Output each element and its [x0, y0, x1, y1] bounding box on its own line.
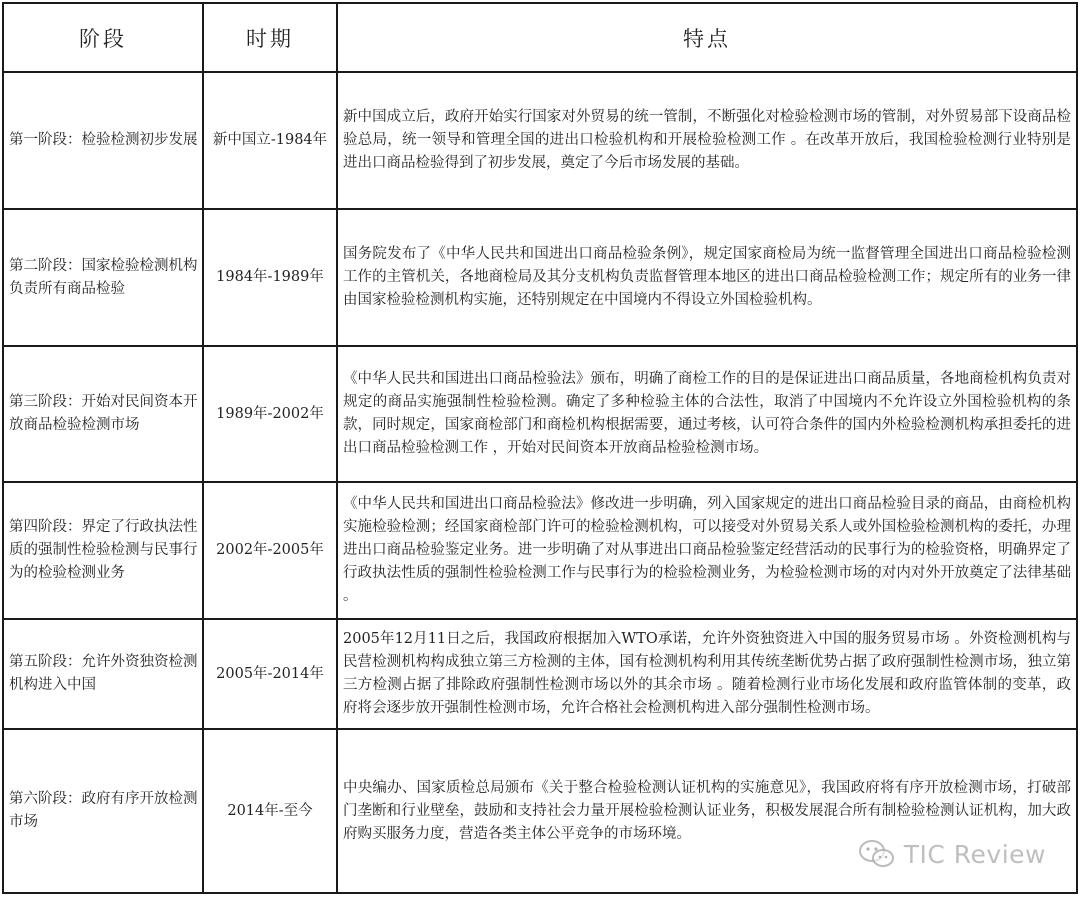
period-cell: 新中国立-1984年 — [203, 72, 337, 209]
watermark-text: TIC Review — [903, 839, 1046, 869]
table-row — [3, 619, 1077, 729]
stage-cell: 第六阶段：政府有序开放检测市场 — [3, 729, 203, 893]
stage-cell: 第五阶段：允许外资独资检测机构进入中国 — [3, 619, 203, 729]
period-cell: 2005年-2014年 — [203, 619, 337, 729]
watermark — [858, 839, 1046, 869]
stage-table — [2, 2, 1078, 894]
header-row — [3, 3, 1077, 72]
desc-cell: 新中国成立后，政府开始实行国家对外贸易的统一管制，不断强化对检验检测市场的管制，对外贸易部下设商品检验总局，统一领导和管理全国的进出口检验机构和开展检验检测工作 。在改革开放后，我国检验检测行业特别是进出口商品检验得到了初步发展，奠定了今后市场发展的基础。 — [337, 72, 1077, 209]
table-container — [2, 2, 1076, 894]
desc-cell: 中央编办、国家质检总局颁布《关于整合检验检测认证机构的实施意见》，我国政府将有序开放检测市场，打破部门垄断和行业壁垒，鼓励和支持社会力量开展检验检测认证业务，积极发展混合所有制检验检测认证机构，加大政府购买服务力度，营造各类主体公平竞争的市场环境。 — [337, 729, 1077, 893]
table-row — [3, 72, 1077, 209]
stage-cell: 第四阶段：界定了行政执法性质的强制性检验检测与民事行为的检验检测业务 — [3, 482, 203, 619]
header-period: 时期 — [203, 3, 337, 72]
desc-cell: 《中华人民共和国进出口商品检验法》修改进一步明确，列入国家规定的进出口商品检验目录的商品，由商检机构实施检验检测；经国家商检部门许可的检验检测机构，可以接受对外贸易关系人或外国检验检测机构的委托，办理进出口商品检验鉴定业务。进一步明确了对从事进出口商品检验鉴定经营活动的民事行为的检验资格，明确界定了行政执法性质的强制性检验检测工作与民事行为的检验检测业务，为检验检测市场的对内对外开放奠定了法律基础 。 — [337, 482, 1077, 619]
table-row — [3, 482, 1077, 619]
stage-cell: 第二阶段：国家检验检测机构负责所有商品检验 — [3, 209, 203, 346]
period-cell: 2002年-2005年 — [203, 482, 337, 619]
period-cell: 1984年-1989年 — [203, 209, 337, 346]
stage-cell: 第一阶段：检验检测初步发展 — [3, 72, 203, 209]
header-stage: 阶段 — [3, 3, 203, 72]
desc-cell: 国务院发布了《中华人民共和国进出口商品检验条例》，规定国家商检局为统一监督管理全国进出口商品检验检测工作的主管机关，各地商检局及其分支机构负责监督管理本地区的进出口商品检验检测工作；规定所有的业务一律由国家检验检测机构实施，还特别规定在中国境内不得设立外国检验机构。 — [337, 209, 1077, 346]
stage-cell: 第三阶段：开始对民间资本开放商品检验检测市场 — [3, 346, 203, 482]
desc-cell: 2005年12月11日之后，我国政府根据加入WTO承诺，允许外资独资进入中国的服务贸易市场 。外资检测机构与民营检测机构构成独立第三方检测的主体，国有检测机构利用其传统垄断优势占据了政府强制性检测市场，独立第三方检测占据了排除政府强制性检测市场以外的其余市场 。随着检测行业市场化发展和政府监管体制的变革，政府将会逐步放开强制性检测市场，允许合格社会检测机构进入部分强制性检测市场。 — [337, 619, 1077, 729]
header-features: 特点 — [337, 3, 1077, 72]
table-row — [3, 209, 1077, 346]
wechat-icon — [858, 839, 896, 869]
table-row — [3, 346, 1077, 482]
desc-cell: 《中华人民共和国进出口商品检验法》颁布，明确了商检工作的目的是保证进出口商品质量，各地商检机构负责对规定的商品实施强制性检验检测。确定了多种检验主体的合法性，取消了中国境内不允许设立外国检验机构的条款，同时规定，国家商检部门和商检机构根据需要，通过考核，认可符合条件的国内外检验检测机构承担委托的进出口商品检验检测工作 ，开始对民间资本开放商品检验检测市场。 — [337, 346, 1077, 482]
period-cell: 2014年-至今 — [203, 729, 337, 893]
period-cell: 1989年-2002年 — [203, 346, 337, 482]
